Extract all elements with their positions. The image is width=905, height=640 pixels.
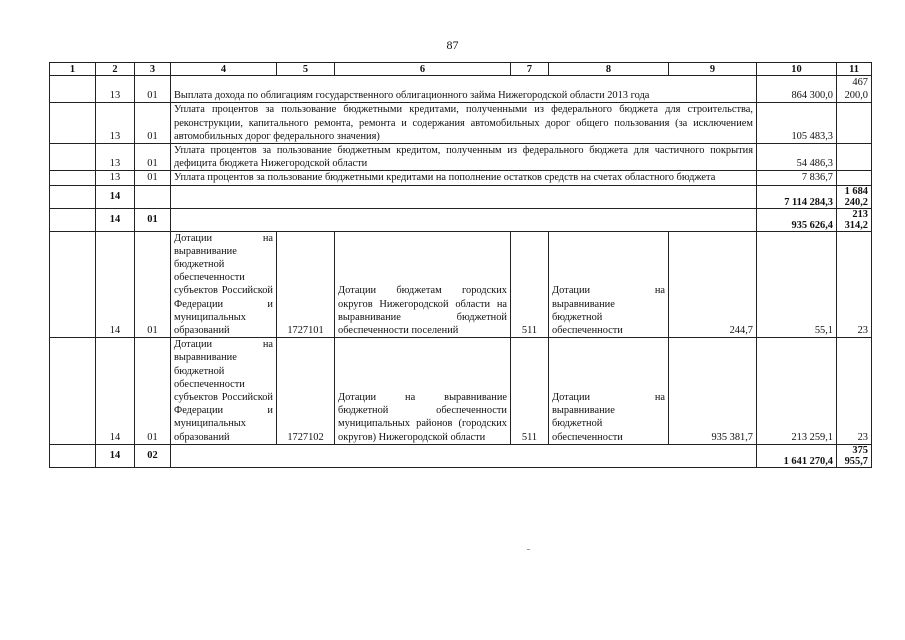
- cell-section: 14: [96, 231, 135, 338]
- cell-description: Выплата дохода по облигациям государственного облигационного займа Нижегородской области 2013 года: [171, 76, 757, 103]
- cell-amount-9: 54 486,3: [757, 144, 837, 171]
- cell-subsection: 01: [135, 171, 171, 185]
- total-row: [50, 185, 872, 208]
- page-number: 87: [446, 38, 459, 52]
- cell-subsection: 01: [135, 208, 171, 231]
- total-row: [50, 208, 872, 231]
- cell-type-name: Дотации на выравнивание бюджетной обеспеченности: [549, 231, 669, 338]
- cell-subsection: 01: [135, 144, 171, 171]
- cell-subsection: 01: [135, 338, 171, 445]
- column-header: 7: [511, 63, 549, 76]
- cell-subsection: 01: [135, 231, 171, 338]
- cell-type-code: 511: [511, 338, 549, 445]
- column-header: 5: [277, 63, 335, 76]
- column-header: 4: [171, 63, 277, 76]
- table-row: [50, 171, 872, 185]
- cell-description: Уплата процентов за пользование бюджетными кредитами, полученными из федерального бюджета для строительства, реконструкции, капитального ремонта, ремонта и содержания автомобильных дорог общего пользования (за исключением автомобильных дорог федерального значения): [171, 103, 757, 144]
- cell-section: 14: [96, 444, 135, 467]
- cell-amount-9: 935 381,7: [669, 338, 757, 445]
- cell-section: 14: [96, 338, 135, 445]
- cell-amount-10: [837, 171, 872, 185]
- cell-subsection: 02: [135, 444, 171, 467]
- column-header: 1: [50, 63, 96, 76]
- cell-amount-10: [837, 144, 872, 171]
- table-row: [50, 103, 872, 144]
- cell-type-code: 511: [511, 231, 549, 338]
- table-row: [50, 76, 872, 103]
- cell-section: 13: [96, 144, 135, 171]
- cell-section: 14: [96, 185, 135, 208]
- cell-amount-10: 467 200,0: [837, 76, 872, 103]
- cell-section: 13: [96, 103, 135, 144]
- cell-col1: [50, 185, 96, 208]
- column-header: 8: [549, 63, 669, 76]
- cell-amount-10: 1 684 240,2: [837, 185, 872, 208]
- cell-amount-10: 213 314,2: [837, 208, 872, 231]
- cell-description: [171, 208, 757, 231]
- column-header: 11: [837, 63, 872, 76]
- cell-target-name: Дотации на выравнивание бюджетной обеспеченности субъектов Российской Федерации и муниципальных образований: [171, 231, 277, 338]
- cell-amount-10: 375 955,7: [837, 444, 872, 467]
- cell-amount-10: [837, 103, 872, 144]
- cell-amount-9: 244,7: [669, 231, 757, 338]
- cell-section: 13: [96, 171, 135, 185]
- cell-amount-10: 55,1: [757, 231, 837, 338]
- cell-target-code: 1727101: [277, 231, 335, 338]
- cell-amount-9: 935 626,4: [757, 208, 837, 231]
- cell-subsection: [135, 185, 171, 208]
- cell-col1: [50, 338, 96, 445]
- cell-subsection: 01: [135, 76, 171, 103]
- cell-col1: [50, 171, 96, 185]
- cell-col11: 23: [837, 338, 872, 445]
- cell-amount-10: 213 259,1: [757, 338, 837, 445]
- cell-target-name: Дотации на выравнивание бюджетной обеспеченности субъектов Российской Федерации и муниципальных образований: [171, 338, 277, 445]
- cell-col1: [50, 144, 96, 171]
- cell-expense-name: Дотации бюджетам городских округов Нижегородской области на выравнивание бюджетной обеспеченности поселений: [335, 231, 511, 338]
- cell-description: Уплата процентов за пользование бюджетными кредитами на пополнение остатков средств на счетах областного бюджета: [171, 171, 757, 185]
- cell-amount-9: 105 483,3: [757, 103, 837, 144]
- cell-col1: [50, 208, 96, 231]
- cell-target-code: 1727102: [277, 338, 335, 445]
- column-header: 3: [135, 63, 171, 76]
- cell-description: [171, 444, 757, 467]
- cell-section: 14: [96, 208, 135, 231]
- header-row: [50, 63, 872, 76]
- table-row: [50, 231, 872, 338]
- budget-table: [49, 62, 872, 468]
- column-header: 2: [96, 63, 135, 76]
- cell-type-name: Дотации на выравнивание бюджетной обеспеченности: [549, 338, 669, 445]
- scan-mark: [527, 549, 530, 550]
- cell-amount-9: 1 641 270,4: [757, 444, 837, 467]
- cell-section: 13: [96, 76, 135, 103]
- cell-col1: [50, 103, 96, 144]
- cell-subsection: 01: [135, 103, 171, 144]
- cell-amount-9: 864 300,0: [757, 76, 837, 103]
- cell-description: Уплата процентов за пользование бюджетным кредитом, полученным из федерального бюджета для частичного покрытия дефицита бюджета Нижегородской области: [171, 144, 757, 171]
- cell-amount-9: 7 836,7: [757, 171, 837, 185]
- cell-col1: [50, 76, 96, 103]
- total-row: [50, 444, 872, 467]
- cell-expense-name: Дотации на выравнивание бюджетной обеспеченности муниципальных районов (городских округов) Нижегородской области: [335, 338, 511, 445]
- cell-amount-9: 7 114 284,3: [757, 185, 837, 208]
- table-row: [50, 338, 872, 445]
- cell-col11: 23: [837, 231, 872, 338]
- column-header: 10: [757, 63, 837, 76]
- column-header: 6: [335, 63, 511, 76]
- table-row: [50, 144, 872, 171]
- cell-col1: [50, 231, 96, 338]
- column-header: 9: [669, 63, 757, 76]
- cell-col1: [50, 444, 96, 467]
- cell-description: [171, 185, 757, 208]
